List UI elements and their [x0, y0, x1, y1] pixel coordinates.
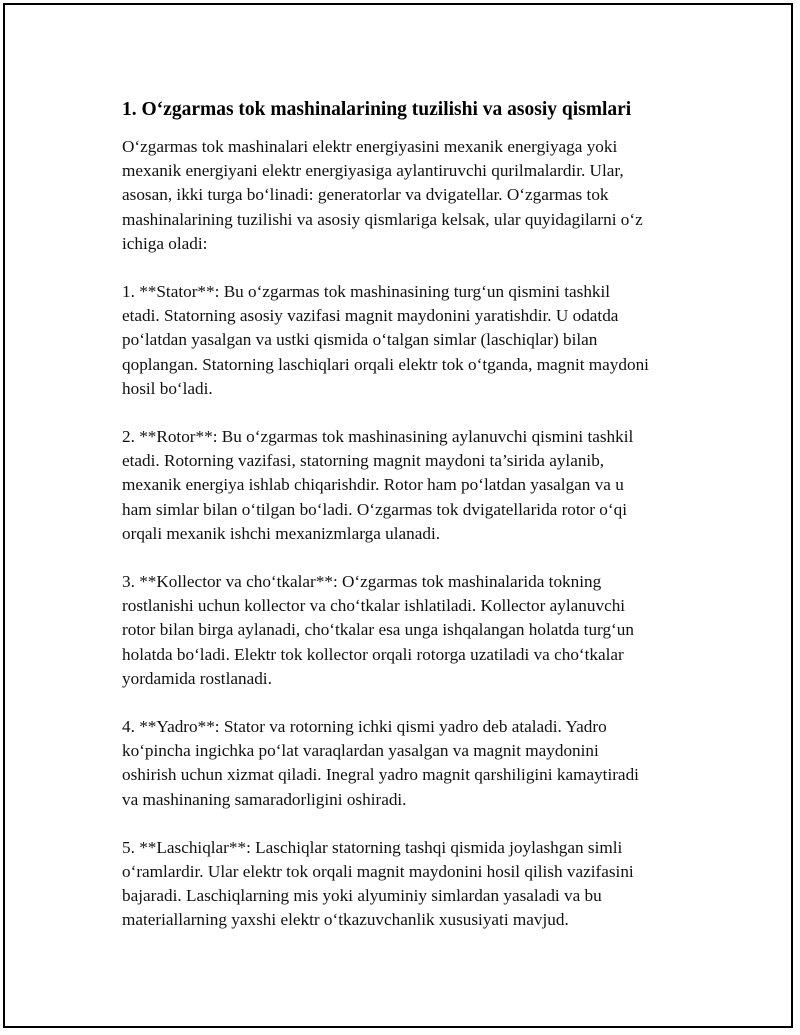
paragraph-line: rotor bilan birga aylanadi, cho‘tkalar esa unga ishqalangan holatda turg‘un	[122, 620, 634, 640]
laschiqlar-paragraph	[122, 836, 692, 933]
paragraph-line: po‘latdan yasalgan va ustki qismida o‘talgan simlar (laschiqlar) bilan	[122, 330, 598, 350]
paragraph-line: oshirish uchun xizmat qiladi. Inegral yadro magnit qarshiligini kamaytiradi	[122, 765, 639, 785]
paragraph-line: holatda bo‘ladi. Elektr tok kollector orqali rotorga uzatiladi va cho‘tkalar	[122, 644, 624, 664]
paragraph-line: orqali mexanik ishchi mexanizmlarga ulanadi.	[122, 523, 441, 543]
paragraph-line: materiallarning yaxshi elektr o‘tkazuvchanlik xususiyati mavjud.	[122, 910, 569, 930]
paragraph-line: yordamida rostlanadi.	[122, 668, 272, 688]
paragraph-line: o‘ramlardir. Ular elektr tok orqali magnit maydonini hosil qilish vazifasini	[122, 862, 634, 882]
kollector-paragraph	[122, 570, 692, 691]
paragraph-line: ichiga oladi:	[122, 233, 208, 253]
paragraph-line: hosil bo‘ladi.	[122, 378, 213, 398]
document-body	[122, 97, 692, 957]
paragraph-line: etadi. Rotorning vazifasi, statorning magnit maydoni ta’sirida aylanib,	[122, 451, 605, 471]
paragraph-line: mexanik energiya ishlab chiqarishdir. Rotor ham po‘latdan yasalgan va u	[122, 475, 624, 495]
paragraph-line: bajaradi. Laschiqlarning mis yoki alyuminiy simlardan yasaladi va bu	[122, 886, 602, 906]
paragraph-line: 2. **Rotor**: Bu o‘zgarmas tok mashinasining aylanuvchi qismini tashkil	[122, 427, 634, 447]
stator-paragraph	[122, 280, 692, 401]
paragraph-line: O‘zgarmas tok mashinalari elektr energiyasini mexanik energiyaga yoki	[122, 137, 618, 156]
document-title: 1. O‘zgarmas tok mashinalarining tuzilishi va asosiy qismlari	[122, 99, 632, 120]
paragraph-line: 1. **Stator**: Bu o‘zgarmas tok mashinasining turg‘un qismini tashkil	[122, 282, 611, 302]
paragraph-line: etadi. Statorning asosiy vazifasi magnit maydonini yaratishdir. U odatda	[122, 306, 619, 326]
paragraph-line: 5. **Laschiqlar**: Laschiqlar statorning tashqi qismida joylashgan simli	[122, 837, 623, 857]
paragraph-line: va mashinaning samaradorligini oshiradi.	[122, 789, 407, 809]
paragraph-line: mashinalarining tuzilishi va asosiy qismlariga kelsak, ular quyidagilarni o‘z	[122, 209, 643, 229]
paragraph-line: rostlanishi uchun kollector va cho‘tkalar ishlatiladi. Kollector aylanuvchi	[122, 596, 626, 616]
paragraph-line: asosan, ikki turga bo‘linadi: generatorlar va dvigatellar. O‘zgarmas tok	[122, 185, 609, 205]
paragraph-line: qoplangan. Statorning laschiqlari orqali elektr tok o‘tganda, magnit maydoni	[122, 354, 649, 374]
paragraph-line: mexanik energiyani elektr energiyasiga aylantiruvchi qurilmalardir. Ular,	[122, 161, 624, 181]
paragraph-line: ko‘pincha ingichka po‘lat varaqlardan yasalgan va magnit maydonini	[122, 741, 599, 761]
rotor-paragraph	[122, 425, 692, 546]
paragraph-line: 4. **Yadro**: Stator va rotorning ichki qismi yadro deb ataladi. Yadro	[122, 717, 607, 737]
paragraph-line: 3. **Kollector va cho‘tkalar**: O‘zgarmas tok mashinalarida tokning	[122, 572, 602, 592]
paragraph-line: ham simlar bilan o‘tilgan bo‘ladi. O‘zgarmas tok dvigatellarida rotor o‘qi	[122, 499, 627, 519]
yadro-paragraph	[122, 715, 692, 812]
page-border	[3, 3, 793, 1028]
intro-paragraph	[122, 135, 692, 256]
